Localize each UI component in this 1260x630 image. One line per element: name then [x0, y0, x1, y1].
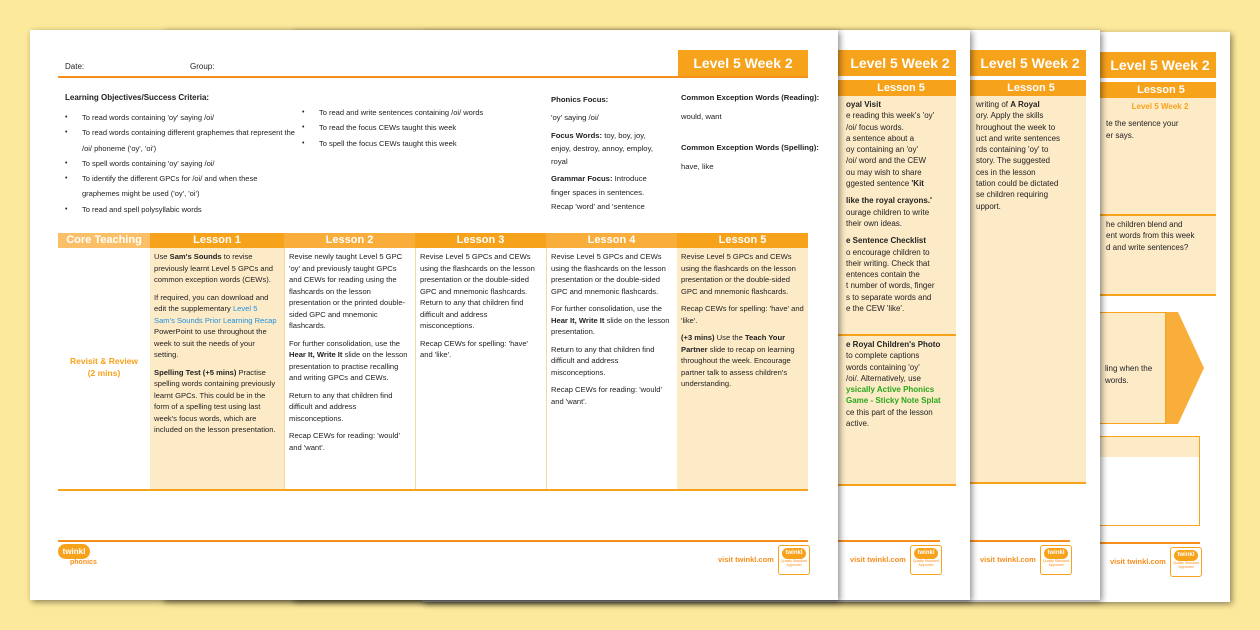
text-line	[846, 303, 954, 314]
text-segment: ourage children to write	[846, 207, 930, 217]
quality-badge: twinkl Quality Standard Approved	[910, 545, 942, 575]
text-line	[846, 144, 954, 155]
resource-link[interactable]: Game - Sticky Note Splat	[846, 396, 941, 406]
assessment-text	[1106, 219, 1214, 253]
text-line	[976, 99, 1084, 110]
phonics-focus-label: Phonics Focus:	[551, 95, 609, 104]
text-segment: Recap CEWs for reading: 'would' and 'want'.	[289, 431, 400, 452]
text-segment: e Royal Children's Photo	[846, 340, 941, 349]
visit-link[interactable]: visit twinkl.com	[980, 555, 1036, 564]
text-line	[846, 280, 954, 291]
text-segment: e the CEW 'like'.	[846, 304, 905, 314]
objective-item: • To identify the different GPCs for /oi/ and when these graphemes might be used ('oy', 'oi')	[65, 171, 295, 202]
paragraph	[289, 251, 411, 332]
text-segment: ent words from this week	[1106, 231, 1195, 241]
text-line	[846, 269, 954, 280]
text-line	[846, 167, 954, 178]
text-segment: slide on the lesson presentation to practise recalling and writing GPCs and CEWs.	[289, 350, 408, 382]
text-segment: For further consolidation, use the	[289, 338, 401, 348]
quality-badge: twinkl Quality Standard Approved	[1170, 547, 1202, 577]
text-segment: Return to any that children find difficult and address misconceptions.	[289, 390, 393, 423]
text-segment: er says.	[1106, 130, 1135, 140]
cell-lesson-3	[415, 248, 546, 489]
cew-reading-label: Common Exception Words (Reading):	[681, 93, 820, 102]
objectives-list-left	[65, 110, 295, 217]
text-segment: to complete captions	[846, 351, 920, 361]
text-segment: s to separate words and	[846, 292, 932, 302]
text-segment: For further consolidation, use the	[551, 304, 663, 313]
row-time: (2 mins)	[87, 368, 121, 378]
text-segment: oy containing an 'oy'	[846, 145, 918, 155]
cell-lesson-5	[677, 248, 808, 489]
paragraph	[154, 292, 280, 361]
text-line	[846, 292, 954, 303]
text-segment: /oi/. Alternatively, use	[846, 373, 921, 383]
text-segment: upport.	[976, 201, 1001, 211]
text-line	[846, 235, 954, 246]
text-segment: Return to any that children find difficult and address misconceptions.	[551, 344, 655, 377]
text-segment: d and write sentences?	[1106, 242, 1189, 252]
lesson5-header: Lesson 5	[940, 80, 1086, 96]
text-segment: slide on the lesson presentation.	[551, 315, 670, 336]
visit-link[interactable]: visit twinkl.com	[1110, 557, 1166, 566]
twinkl-phonics-logo: twinkl phonics	[58, 544, 108, 574]
text-segment: Spelling Test (+5 mins)	[154, 367, 237, 377]
text-line	[846, 339, 954, 350]
text-line	[1106, 219, 1214, 230]
row-label: Revisit & Review	[69, 356, 139, 366]
text-segment: entences contain the	[846, 270, 920, 280]
focus-section	[551, 93, 666, 218]
cew-spelling-value: have, like	[681, 162, 714, 171]
text-segment: Hear It, Write It	[289, 350, 343, 359]
grammar-focus-label: Grammar Focus:	[551, 174, 613, 183]
text-segment: active.	[846, 419, 870, 429]
header-lesson-2: Lesson 2	[284, 233, 415, 248]
text-segment: Recap CEWs for spelling: 'have' and 'like'.	[681, 304, 804, 325]
text-line	[1106, 242, 1214, 253]
text-line	[976, 167, 1084, 178]
text-segment: (+3 mins)	[681, 333, 715, 342]
phonics-focus-value: 'oy' saying /oi/	[551, 113, 599, 122]
quality-badge: twinkl Quality Standard Approved	[778, 545, 810, 575]
text-segment: ces in the lesson	[976, 167, 1036, 177]
text-line	[976, 133, 1084, 144]
text-line	[1106, 130, 1214, 141]
header-lesson-5: Lesson 5	[677, 233, 808, 248]
text-segment: he children blend and	[1106, 220, 1183, 229]
text-segment: ggested sentence	[846, 179, 912, 189]
text-segment: Use the	[714, 333, 745, 342]
paragraph	[681, 332, 804, 390]
text-line	[846, 207, 954, 218]
planning-page	[30, 30, 838, 600]
cew-reading-value: would, want	[681, 112, 722, 121]
text-line	[846, 99, 954, 110]
header-lesson-4: Lesson 4	[546, 233, 677, 248]
resource-link[interactable]: ysically Active Phonics	[846, 385, 935, 395]
text-line	[846, 195, 954, 206]
paragraph	[681, 303, 804, 326]
visit-link[interactable]: visit twinkl.com	[718, 555, 774, 564]
text-segment: Revise Level 5 GPCs and CEWs using the flashcards on the lesson presentation or the double-sided GPC and mnemonic flashcards.	[681, 252, 796, 296]
text-segment: words.	[1105, 376, 1129, 385]
text-segment: Recap CEWs for spelling: 'have' and 'like'.	[420, 338, 528, 359]
objectives-heading: Learning Objectives/Success Criteria:	[65, 93, 210, 102]
text-line	[846, 407, 954, 418]
text-line	[976, 110, 1084, 121]
text-line	[1105, 375, 1165, 387]
text-line	[846, 373, 954, 384]
objective-item: • To read words containing different graphemes that represent the /oi/ phoneme ('oy', 'oi')	[65, 125, 295, 156]
objective-item: • To spell the focus CEWs taught this week	[302, 136, 542, 151]
visit-link[interactable]: visit twinkl.com	[850, 555, 906, 564]
text-line	[846, 110, 954, 121]
objective-item: • To spell words containing 'oy' saying /oi/	[65, 156, 295, 171]
text-segment: Teach Your Partner	[681, 333, 786, 354]
text-line	[1105, 363, 1165, 375]
text-line	[846, 258, 954, 269]
text-line	[846, 122, 954, 133]
text-segment: Sam's Sounds	[169, 252, 222, 261]
text-segment: hroughout the week to	[976, 122, 1056, 132]
footer-divider	[58, 540, 808, 542]
objective-item: • To read the focus CEWs taught this week	[302, 120, 542, 135]
focus-words-value: toy, boy, joy, enjoy, destroy, annoy, employ, royal	[551, 131, 653, 166]
text-segment: slide to recap on learning throughout the week. Encourage partner talk to assess children's understanding.	[681, 344, 795, 388]
cew-section	[681, 92, 821, 176]
text-segment: te the sentence your	[1106, 119, 1179, 129]
text-segment: Revise newly taught Level 5 GPC 'oy' and previously taught GPCs and CEWs for reading using the flashcards on the lesson presentation or the printed double-sided GPC and mnemonic flashcards.	[289, 252, 406, 330]
text-segment: tation could be dictated	[976, 179, 1059, 189]
text-segment: their own ideas.	[846, 218, 903, 228]
level-week-header: Level 5 Week 2	[1070, 52, 1216, 78]
text-line	[846, 133, 954, 144]
cell-lesson-4	[546, 248, 677, 489]
text-segment: ce this part of the lesson	[846, 407, 933, 417]
cell-lesson-2	[284, 248, 415, 489]
text-line	[846, 384, 954, 395]
level-week-header: Level 5 Week 2	[678, 50, 808, 76]
text-line	[846, 350, 954, 361]
arrow-stem	[1166, 312, 1178, 424]
activity-text	[846, 339, 954, 429]
lesson5-header: Lesson 5	[810, 80, 956, 96]
text-line	[846, 362, 954, 373]
text-segment: e Sentence Checklist	[846, 236, 927, 246]
row-label-revisit-review	[58, 355, 150, 379]
text-line	[976, 144, 1084, 155]
header-core-teaching: Core Teaching	[58, 233, 150, 248]
paragraph	[551, 344, 673, 379]
text-segment: If required, you can download and edit the supplementary	[154, 292, 269, 313]
text-line	[976, 178, 1084, 189]
text-segment: like the royal crayons.'	[846, 196, 932, 206]
text-segment: Hear It, Write It	[551, 315, 605, 325]
text-line	[846, 418, 954, 429]
paragraph	[551, 384, 673, 407]
text-line	[846, 218, 954, 229]
text-line	[1106, 118, 1214, 129]
text-segment: rds containing 'oy' to	[976, 145, 1049, 155]
objective-item: • To read and write sentences containing /oi/ words	[302, 105, 542, 120]
text-line	[846, 155, 954, 166]
text-line	[976, 201, 1084, 212]
text-segment: /oi/ word and the CEW	[846, 156, 927, 166]
paragraph	[551, 251, 673, 297]
paragraph	[289, 390, 411, 425]
text-line	[976, 122, 1084, 133]
divider	[58, 76, 808, 78]
lesson5-text	[846, 99, 954, 314]
level-week-header: Level 5 Week 2	[810, 50, 956, 76]
text-segment: writing of	[976, 100, 1011, 109]
text-segment: A Royal	[1010, 100, 1040, 109]
text-segment: Use	[154, 252, 170, 261]
paragraph	[681, 251, 804, 297]
lesson5-header: Lesson 5	[1070, 82, 1216, 98]
text-segment: Recap CEWs for reading: 'would' and 'want'.	[551, 385, 662, 406]
header-lesson-1: Lesson 1	[150, 233, 284, 248]
text-segment: to revise previously learnt Level 5 GPCs and common exception words (CEWs).	[154, 252, 274, 284]
grammar-focus-value: Introduce finger spaces in sentences. Recap 'word' and 'sentence	[551, 174, 647, 211]
text-segment: t number of words, finger	[846, 281, 935, 291]
lesson5-subtitle: Level 5 Week 2	[1131, 102, 1189, 111]
resource-link[interactable]: Level 5 Sam's Sounds Prior Learning Recap	[154, 304, 277, 325]
cell-lesson-1	[150, 248, 284, 489]
paragraph	[420, 338, 542, 361]
text-segment: Revise Level 5 GPCs and CEWs using the flashcards on the lesson presentation or the double-sided GPC and mnemonic flashcards.	[551, 252, 666, 296]
text-segment: o encourage children to	[846, 247, 930, 257]
objective-item: • To read words containing 'oy' saying /oi/	[65, 110, 295, 125]
text-segment: ling when the	[1105, 364, 1153, 373]
text-segment: oyal Visit	[846, 100, 881, 109]
text-segment: words containing 'oy'	[846, 362, 920, 372]
lesson-table	[58, 233, 808, 491]
text-segment: PowerPoint to use throughout the week to suit the needs of your setting.	[154, 327, 267, 359]
text-segment: their writing. Check that	[846, 258, 930, 268]
paragraph	[289, 430, 411, 453]
quality-badge: twinkl Quality Standard Approved	[1040, 545, 1072, 575]
paragraph	[551, 303, 673, 338]
text-line	[846, 178, 954, 189]
text-line	[846, 247, 954, 258]
paragraph	[154, 367, 280, 436]
date-label: Date:	[65, 62, 85, 71]
focus-words-label: Focus Words:	[551, 131, 603, 140]
text-line	[846, 395, 954, 406]
level-week-header: Level 5 Week 2	[940, 50, 1086, 76]
objectives-list-right	[302, 105, 542, 151]
cew-spelling-label: Common Exception Words (Spelling):	[681, 143, 819, 152]
header-lesson-3: Lesson 3	[415, 233, 546, 248]
text-segment: Practise spelling words containing previously learnt GPCs. This could be in the form of a spelling test using last week's focus words, which are included on the lesson presentation.	[154, 367, 276, 434]
text-line	[976, 189, 1084, 200]
paragraph	[420, 251, 542, 332]
group-label: Group:	[190, 62, 215, 71]
arrow-right-icon	[1178, 312, 1204, 424]
text-segment: /oi/ focus words.	[846, 122, 904, 132]
text-segment: ory. Apply the skills	[976, 111, 1044, 121]
text-segment: story. The suggested	[976, 156, 1050, 166]
text-segment: e reading this week's 'oy'	[846, 111, 935, 121]
text-line	[976, 155, 1084, 166]
lesson5-text	[1106, 118, 1214, 141]
paragraph	[289, 338, 411, 384]
text-segment: se children requiring	[976, 190, 1049, 200]
lesson5-text	[976, 99, 1084, 212]
text-segment: Revise Level 5 GPCs and CEWs using the flashcards on the lesson presentation or the double-sided GPC and mnemonic flashcards. Return to any that children find difficult and address misconceptions.	[420, 252, 535, 330]
paragraph	[154, 251, 280, 286]
objective-item: • To read and spell polysyllabic words	[65, 202, 295, 217]
text-line	[1106, 230, 1214, 241]
text-segment: ou may wish to share	[846, 167, 922, 177]
text-segment: a sentence about a	[846, 133, 915, 143]
text-segment: uct and write sentences	[976, 133, 1061, 143]
text-segment: 'Kit	[911, 179, 924, 189]
